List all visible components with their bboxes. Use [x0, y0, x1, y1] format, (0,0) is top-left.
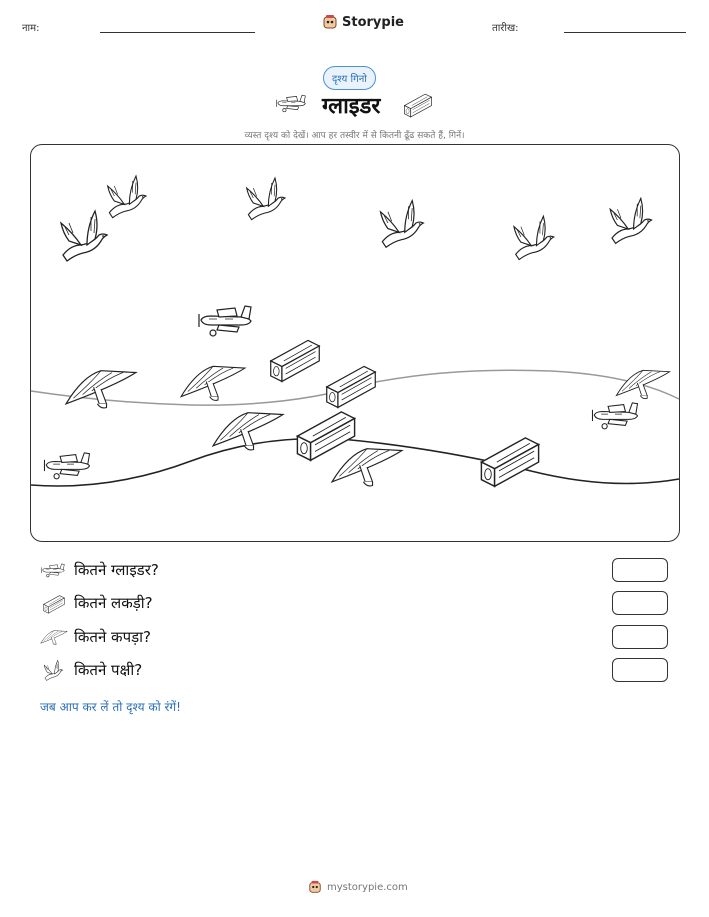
wooden-plank-icon	[323, 361, 379, 411]
bird-icon	[601, 193, 659, 247]
question-text: कितने लकड़ी?	[74, 594, 153, 612]
answer-box[interactable]	[612, 558, 668, 582]
bird-icon	[371, 195, 431, 251]
bird-icon	[97, 171, 155, 221]
answer-box[interactable]	[612, 625, 668, 649]
bird-icon	[40, 658, 66, 682]
brand-logo	[322, 14, 404, 30]
wooden-plank-icon	[42, 593, 66, 615]
scene-frame	[30, 144, 680, 542]
brand-name: Storypie	[342, 14, 404, 30]
coloring-note: जब आप कर लें तो दृश्य को रंगें!	[40, 700, 181, 714]
hang-glider-icon	[615, 367, 671, 403]
wooden-plank-icon	[267, 335, 323, 385]
bird-icon	[237, 173, 293, 223]
date-field[interactable]	[564, 32, 686, 33]
name-field[interactable]	[100, 32, 255, 33]
hang-glider-icon	[63, 367, 139, 413]
footer	[308, 880, 408, 894]
name-label: नाम:	[22, 23, 40, 34]
question-text: कितने ग्लाइडर?	[74, 561, 159, 579]
airplane-icon	[41, 447, 93, 483]
footer-site[interactable]: mystorypie.com	[327, 881, 408, 893]
bird-icon	[505, 211, 561, 263]
question-row	[40, 625, 670, 651]
question-row	[40, 658, 670, 684]
airplane-icon	[40, 560, 66, 580]
question-text: कितने कपड़ा?	[74, 628, 151, 646]
question-text: कितने पक्षी?	[74, 661, 143, 679]
answer-box[interactable]	[612, 591, 668, 615]
instructions: व्यस्त दृश्य को देखें। आप हर तस्वीर में से कितनी ढूँढ सकते हैं, गिनें।	[244, 131, 465, 141]
hang-glider-icon	[40, 629, 68, 647]
question-row	[40, 591, 670, 617]
airplane-icon	[195, 299, 255, 341]
hang-glider-icon	[329, 445, 405, 491]
date-label: तारीख:	[492, 23, 519, 34]
hang-glider-icon	[209, 409, 287, 455]
airplane-icon	[274, 92, 308, 114]
storypie-mascot-icon	[322, 14, 338, 30]
wooden-plank-icon	[402, 92, 434, 118]
answer-box[interactable]	[612, 658, 668, 682]
wooden-plank-icon	[477, 431, 543, 491]
page-title: ग्लाइडर	[322, 94, 381, 119]
hang-glider-icon	[177, 363, 249, 405]
question-row	[40, 558, 670, 584]
storypie-mascot-icon	[308, 880, 322, 894]
scene-badge: दृश्य गिनो	[323, 66, 376, 90]
